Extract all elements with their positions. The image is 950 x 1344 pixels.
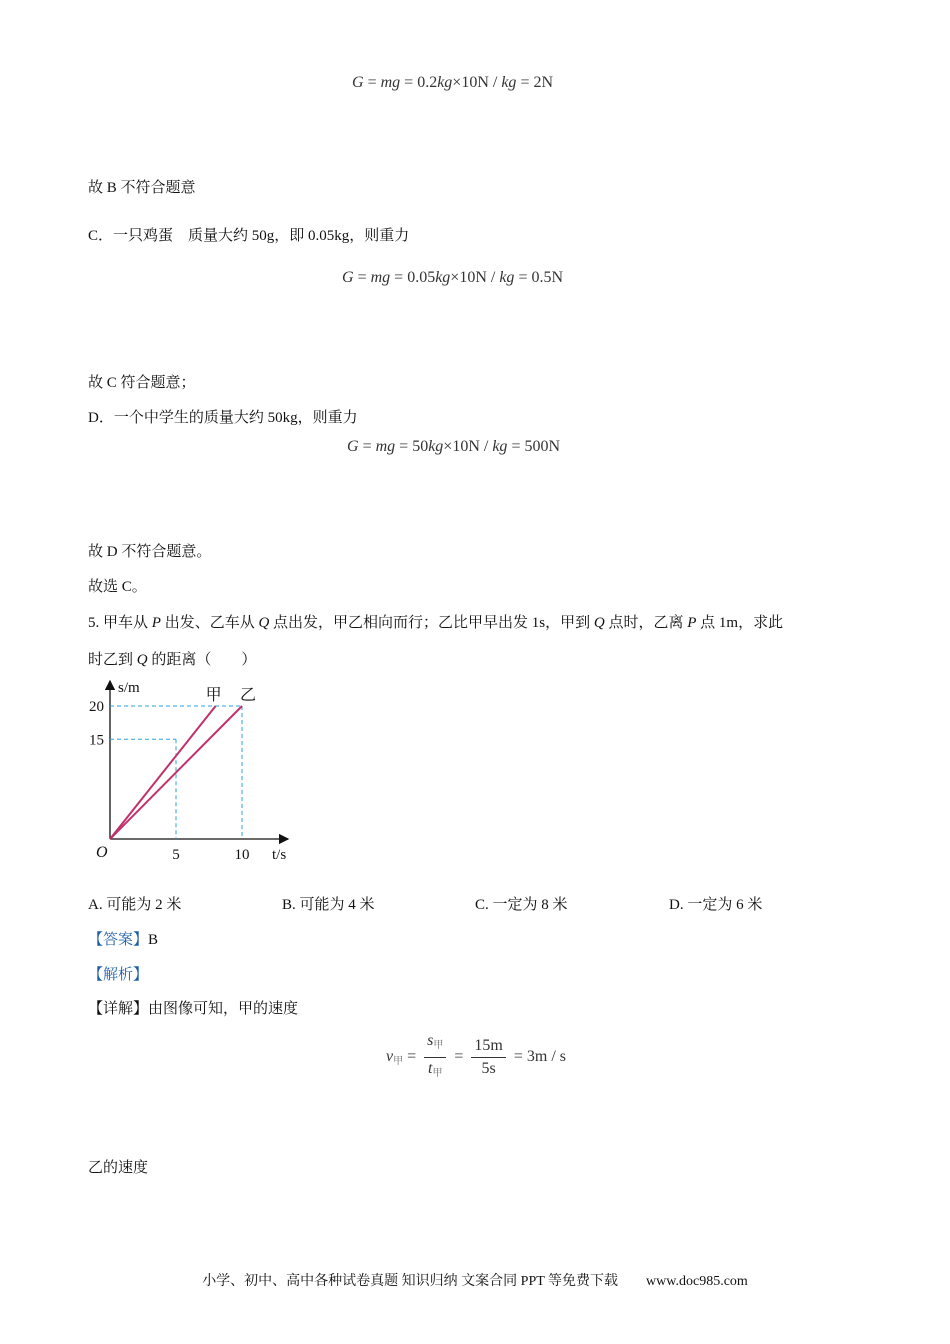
- answer-tag: 【答案】: [88, 932, 149, 948]
- option-b: B. 可能为 4 米: [282, 897, 375, 913]
- detail-tag: 【详解】: [88, 1001, 149, 1017]
- y-tick-label-0: 15: [89, 732, 104, 749]
- equation-weight-2: G = mg = 0.05kg×10N / kg = 0.5N: [342, 269, 564, 286]
- conclusion-c: 故 C 符合题意；: [88, 375, 196, 391]
- detail-line: 【详解】由图像可知，甲的速度: [88, 1001, 299, 1017]
- equation-weight-1: G = mg = 0.2kg×10N / kg = 2N: [352, 74, 554, 91]
- page-footer: 小学、初中、高中各种试卷真题 知识归纳 文案合同 PPT 等免费下载 www.doc985.com: [202, 1274, 748, 1289]
- y-tick-label-1: 20: [89, 699, 104, 715]
- x-tick-label-1: 10: [234, 847, 250, 863]
- option-a: A. 可能为 2 米: [88, 897, 182, 913]
- x-axis-label: t/s: [272, 847, 287, 863]
- series-label-0: 甲: [205, 687, 222, 704]
- final-choice: 故选 C。: [88, 579, 147, 595]
- equation-weight-3: G = mg = 50kg×10N / kg = 500N: [347, 438, 561, 455]
- x-tick-label-0: 5: [172, 847, 180, 863]
- series-label-1: 乙: [240, 687, 257, 704]
- conclusion-d: 故 D 不符合题意。: [88, 544, 212, 560]
- conclusion-b: 故 B 不符合题意: [88, 180, 196, 196]
- option-d: D. 一定为 6 米: [669, 897, 763, 913]
- fraction-numeric: $\frac{15m}{5s}$: [471, 1035, 505, 1080]
- answer-line: [88, 928, 158, 949]
- s-t-chart: [80, 675, 310, 870]
- question-5-line-1: 5. 甲车从 P 出发、乙车从 Q 点出发，甲乙相向而行；乙比甲早出发 1s，甲到 Q 点时，乙离 P 点 1m，求此: [88, 615, 784, 631]
- yi-speed-text: 乙的速度: [88, 1160, 149, 1176]
- fraction-symbolic: $\frac{s_甲}{t_甲}$: [424, 1030, 446, 1085]
- option-d-text: D．一个中学生的质量大约 50kg，则重力: [88, 410, 358, 426]
- question-5-line-2: 时乙到 Q 的距离（ ）: [88, 652, 257, 668]
- option-c-text: C．一只鸡蛋 质量大约 50g，即 0.05kg，则重力: [88, 228, 410, 244]
- y-axis-label: s/m: [118, 680, 140, 696]
- equation-velocity: $v_甲$ = $\frac{s_甲}{t_甲}$ = $\frac{15m}{5s}$ = 3m / s: [386, 1030, 566, 1085]
- option-c: C. 一定为 8 米: [475, 897, 568, 913]
- analysis-line: [88, 963, 148, 984]
- answer-value: B: [148, 932, 159, 948]
- series-line-0: [110, 706, 216, 839]
- origin-label: O: [96, 844, 108, 861]
- analysis-tag: 【解析】: [88, 967, 149, 983]
